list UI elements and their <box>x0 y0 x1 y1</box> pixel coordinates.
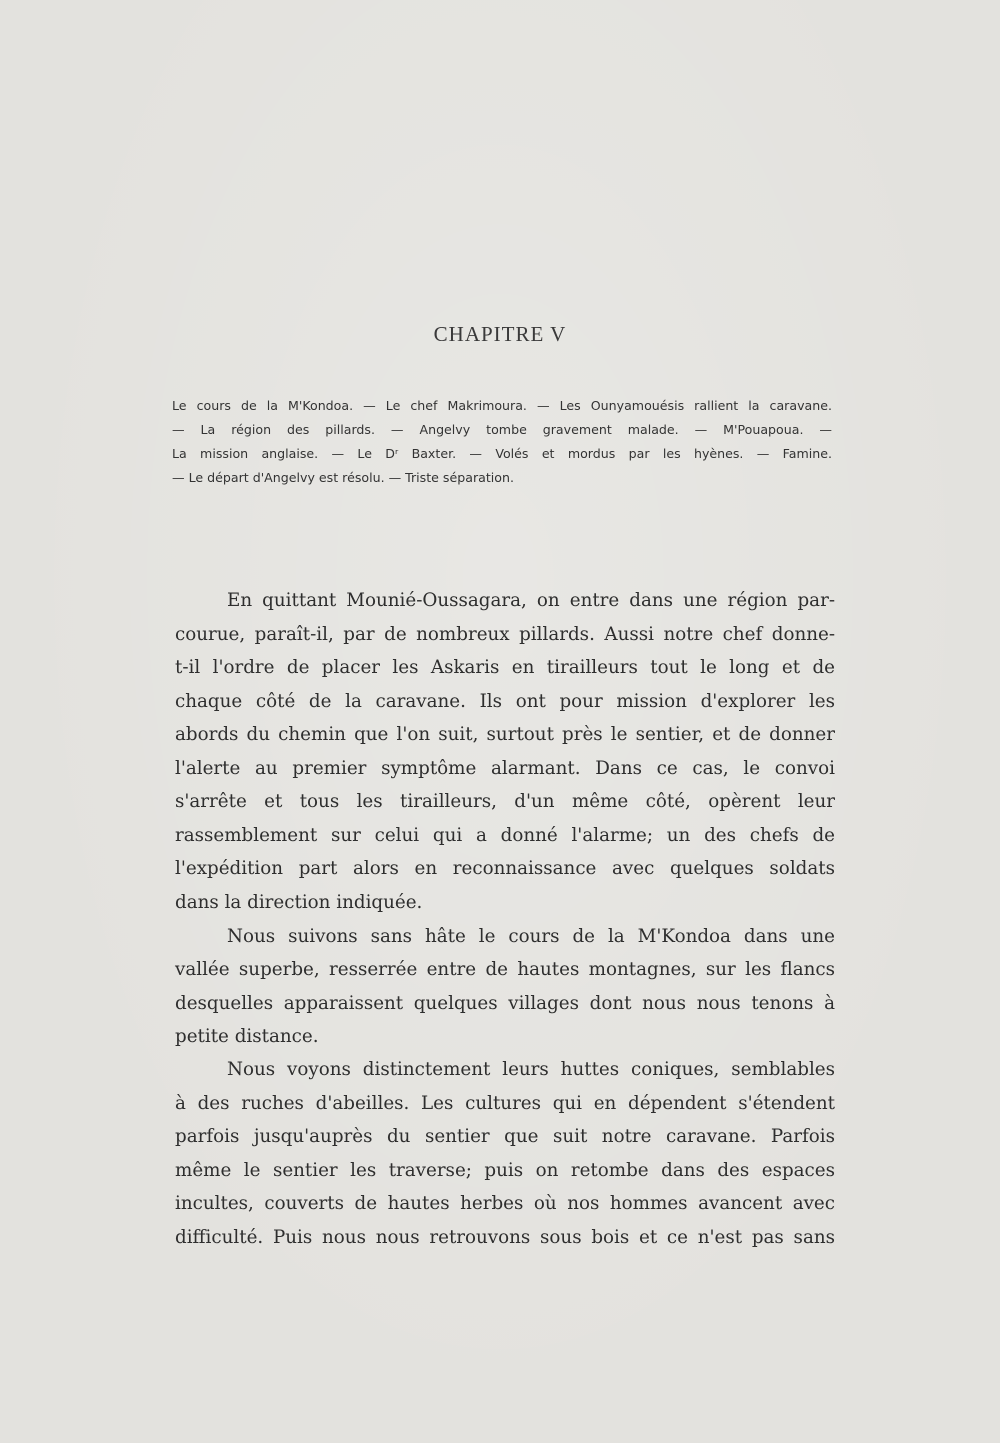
summary-line: — La région des pillards. — Angelvy tombe gravement malade. — M'Pouapoua. — <box>172 422 832 437</box>
body-line: même le sentier les traverse; puis on retombe dans des espaces <box>175 1160 835 1181</box>
body-line: difficulté. Puis nous nous retrouvons sous bois et ce n'est pas sans <box>175 1227 835 1248</box>
chapter-title: CHAPITRE V <box>433 322 567 346</box>
body-line: petite distance. <box>175 1026 319 1047</box>
body-line: l'expédition part alors en reconnaissance avec quelques soldats <box>175 858 835 879</box>
body-line: Nous voyons distinctement leurs huttes coniques, semblables <box>227 1059 835 1080</box>
body-line: parfois jusqu'auprès du sentier que suit notre caravane. Parfois <box>175 1126 835 1147</box>
body-line: incultes, couverts de hautes herbes où nos hommes avancent avec <box>175 1193 835 1214</box>
body-line: l'alerte au premier symptôme alarmant. Dans ce cas, le convoi <box>175 758 835 779</box>
body-line: En quittant Mounié-Oussagara, on entre dans une région par- <box>227 590 835 611</box>
body-line: desquelles apparaissent quelques villages dont nous nous tenons à <box>175 993 835 1014</box>
body-line: à des ruches d'abeilles. Les cultures qui en dépendent s'étendent <box>175 1093 835 1114</box>
body-line: s'arrête et tous les tirailleurs, d'un même côté, opèrent leur <box>175 791 835 812</box>
body-line: dans la direction indiquée. <box>175 892 423 913</box>
summary-line: Le cours de la M'Kondoa. — Le chef Makrimoura. — Les Ounyamouésis rallient la caravane. <box>172 398 832 413</box>
body-line: t-il l'ordre de placer les Askaris en tirailleurs tout le long et de <box>175 657 835 678</box>
body-line: courue, paraît-il, par de nombreux pillards. Aussi notre chef donne- <box>175 624 835 645</box>
summary-line: La mission anglaise. — Le Dʳ Baxter. — Volés et mordus par les hyènes. — Famine. <box>172 446 832 461</box>
summary-line: — Le départ d'Angelvy est résolu. — Triste séparation. <box>172 470 514 485</box>
body-line: chaque côté de la caravane. Ils ont pour mission d'explorer les <box>175 691 835 712</box>
body-line: vallée superbe, resserrée entre de hautes montagnes, sur les flancs <box>175 959 835 980</box>
body-line: Nous suivons sans hâte le cours de la M'Kondoa dans une <box>227 926 835 947</box>
body-line: rassemblement sur celui qui a donné l'alarme; un des chefs de <box>175 825 835 846</box>
body-line: abords du chemin que l'on suit, surtout près le sentier, et de donner <box>175 724 835 745</box>
